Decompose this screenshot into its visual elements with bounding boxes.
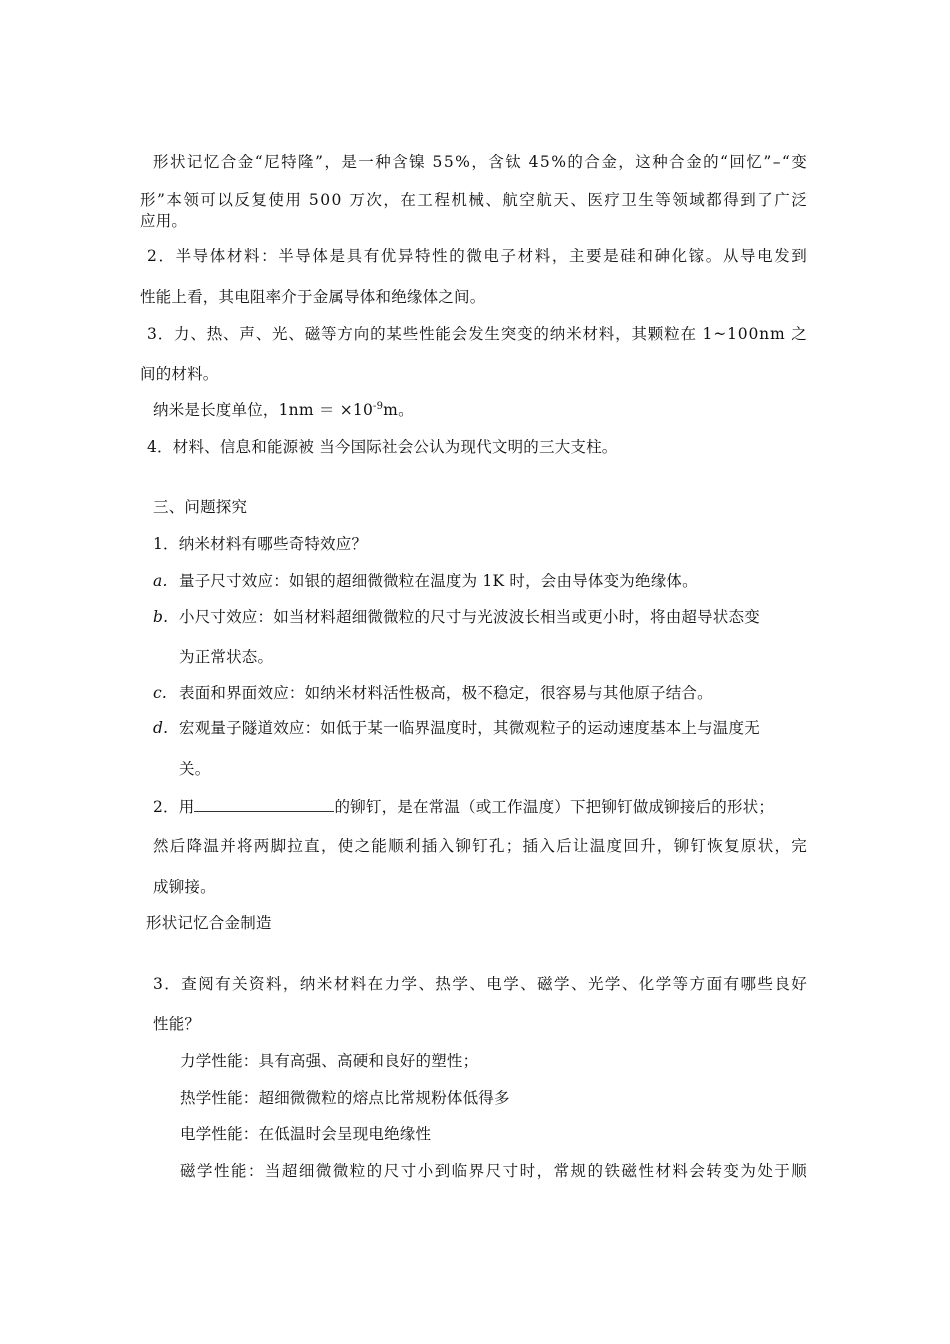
nano-unit-pre: 纳米是长度单位，1nm ＝ ×10 [153, 401, 374, 419]
nano-unit-line [153, 400, 414, 420]
q1-item-c-marker: c. [153, 684, 168, 702]
q1-item-a-text: 量子尺寸效应：如银的超细微微粒在温度为 1K 时，会由导体变为绝缘体。 [179, 572, 698, 590]
q1-item-c [153, 683, 713, 703]
section3-title: 三、问题探究 [153, 498, 248, 516]
q1-item-d [153, 718, 760, 738]
q3-line-2: 性能？ [153, 1015, 201, 1033]
q1-item-b-marker: b. [153, 608, 169, 626]
q3-electrical: 电学性能：在低温时会呈现电绝缘性 [180, 1125, 432, 1143]
item3-line-1: 3．力、热、声、光、磁等方向的某些性能会发生突变的纳米材料，其颗粒在 1~100nm 之 [147, 325, 808, 343]
q3-mechanical: 力学性能：具有高强、高硬和良好的塑性； [180, 1052, 479, 1070]
q1-item-d-line-1: 宏观量子隧道效应：如低于某一临界温度时，其微观粒子的运动速度基本上与温度无 [179, 719, 760, 737]
q1-title: 1．纳米材料有哪些奇特效应？ [153, 535, 368, 553]
q2-line-3: 成铆接。 [153, 878, 216, 896]
nano-unit-exponent: -9 [373, 400, 384, 412]
q2-answer: 形状记忆合金制造 [146, 914, 272, 932]
q1-item-b-text [179, 607, 807, 627]
intro-line-1: 形状记忆合金“尼特隆”，是一种含镍 55%，含钛 45%的合金，这种合金的“回忆”–“变 [153, 153, 809, 171]
item3-line-2: 间的材料。 [140, 365, 219, 383]
q2-line-2: 然后降温并将两脚拉直，使之能顺利插入铆钉孔；插入后让温度回升，铆钉恢复原状，完 [153, 837, 809, 855]
q1-item-c-text: 表面和界面效应：如纳米材料活性极高，极不稳定，很容易与其他原子结合。 [179, 684, 713, 702]
q3-line-1: 3．查阅有关资料，纳米材料在力学、热学、电学、磁学、光学、化学等方面有哪些良好 [153, 975, 809, 993]
q2-prefix: 2．用 [153, 798, 195, 816]
q1-item-b-line-1: 小尺寸效应：如当材料超细微微粒的尺寸与光波波长相当或更小时，将由超导状态变 [179, 608, 760, 626]
q2-line-1 [153, 797, 774, 817]
q1-item-d-line-2: 关。 [179, 760, 211, 778]
item2-line-2: 性能上看，其电阻率介于金属导体和绝缘体之间。 [140, 288, 486, 306]
q1-item-d-marker: d. [153, 719, 169, 737]
intro-line-3: 应用。 [140, 212, 188, 230]
intro-line-2: 形”本领可以反复使用 500 万次，在工程机械、航空航天、医疗卫生等领域都得到了广泛 [140, 191, 809, 209]
nano-unit-post: m。 [383, 401, 414, 419]
q2-answer-blank[interactable] [194, 797, 334, 812]
q2-suffix: 的铆钉，是在常温（或工作温度）下把铆钉做成铆接后的形状； [334, 798, 775, 816]
q3-magnetic: 磁学性能：当超细微微粒的尺寸小到临界尺寸时，常规的铁磁性材料会转变为处于顺 [180, 1162, 809, 1180]
q3-thermal: 热学性能：超细微微粒的熔点比常规粉体低得多 [180, 1089, 510, 1107]
q1-item-a-marker: a. [153, 572, 168, 590]
q1-item-b [153, 607, 807, 627]
item2-line-1: 2．半导体材料：半导体是具有优异特性的微电子材料，主要是硅和砷化镓。从导电发到 [147, 247, 809, 265]
q1-item-a [153, 571, 698, 591]
q1-item-b-line-2: 为正常状态。 [179, 648, 274, 666]
item4-line: 4．材料、信息和能源被 当今国际社会公认为现代文明的三大支柱。 [147, 438, 618, 456]
